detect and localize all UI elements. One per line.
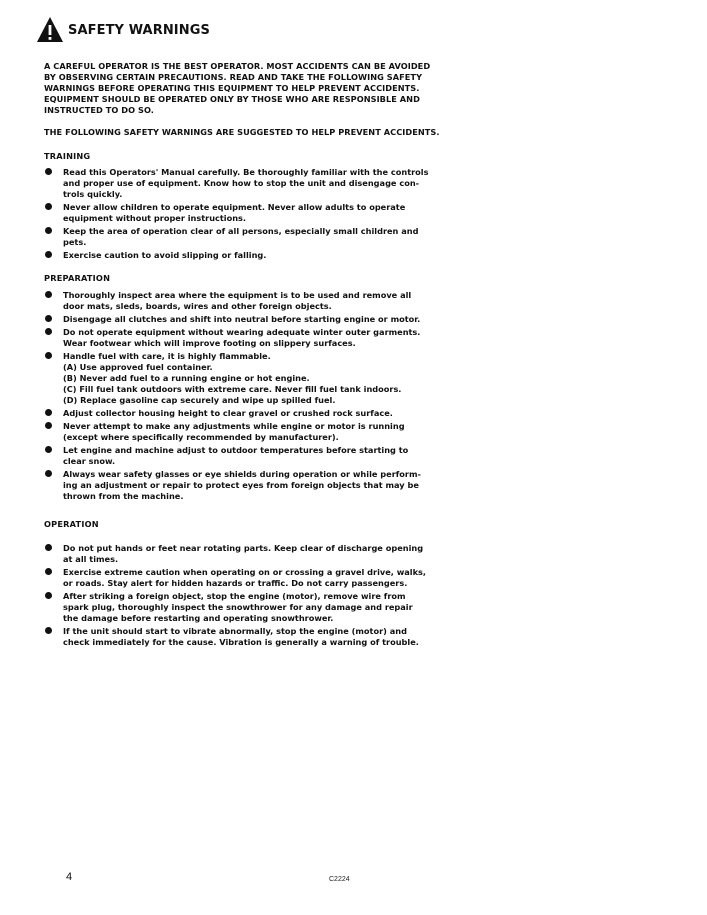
bullet-icon [45, 627, 52, 634]
section-heading-operation: OPERATION [44, 519, 99, 529]
list-item: Never allow children to operate equipment. Never allow adults to operate equipment without proper instructions. [44, 202, 449, 224]
bullet-icon [45, 409, 52, 416]
list-item: Exercise caution to avoid slipping or falling. [44, 250, 449, 261]
intro-line: INSTRUCTED TO DO SO. [44, 105, 154, 115]
list-item: Exercise extreme caution when operating on or crossing a gravel drive, walks, or roads. Stay alert for hidden hazards or traffic. Do not carry passengers. [44, 567, 449, 589]
list-item: Never attempt to make any adjustments while engine or motor is running (except where specifically recommended by manufacturer). [44, 421, 449, 443]
list-item: If the unit should start to vibrate abnormally, stop the engine (motor) and check immediately for the cause. Vibration is generally a warning of trouble. [44, 626, 449, 648]
list-item: Handle fuel with care, it is highly flammable. (A) Use approved fuel container. (B) Never add fuel to a running engine or hot engine. (C) Fill fuel tank outdoors with extreme care. Never fill fuel tank indoors. (D) Replace gasoline cap securely and wipe up spilled fuel. [44, 351, 449, 406]
training-list [44, 167, 449, 263]
section-heading-training: TRAINING [44, 151, 91, 161]
list-item: Read this Operators' Manual carefully. Be thoroughly familiar with the controls and proper use of equipment. Know how to stop the unit and disengage con- trols quickly. [44, 167, 449, 200]
list-item: Adjust collector housing height to clear gravel or crushed rock surface. [44, 408, 449, 419]
bullet-icon [45, 328, 52, 335]
intro-line: WARNINGS BEFORE OPERATING THIS EQUIPMENT TO HELP PREVENT ACCIDENTS. [44, 83, 420, 93]
bullet-icon [45, 168, 52, 175]
list-item: Thoroughly inspect area where the equipment is to be used and remove all door mats, sleds, boards, wires and other foreign objects. [44, 290, 449, 312]
bullet-icon [45, 352, 52, 359]
list-item: After striking a foreign object, stop the engine (motor), remove wire from spark plug, thoroughly inspect the snowthrower for any damage and repair the damage before restarting and operating snowthrower. [44, 591, 449, 624]
intro-line: BY OBSERVING CERTAIN PRECAUTIONS. READ AND TAKE THE FOLLOWING SAFETY [44, 72, 423, 82]
bullet-icon [45, 227, 52, 234]
list-item: Do not operate equipment without wearing adequate winter outer garments. Wear footwear which will improve footing on slippery surfaces. [44, 327, 449, 349]
title-row [36, 16, 210, 44]
bullet-icon [45, 422, 52, 429]
bullet-icon [45, 315, 52, 322]
operation-list [44, 543, 449, 650]
bullet-icon [45, 592, 52, 599]
bullet-icon [45, 446, 52, 453]
page-number: 4 [66, 871, 73, 883]
list-item: Do not put hands or feet near rotating parts. Keep clear of discharge opening at all times. [44, 543, 449, 565]
list-item: Always wear safety glasses or eye shields during operation or while perform- ing an adjustment or repair to protect eyes from foreign objects that may be thrown from the machine. [44, 469, 449, 502]
suggested-statement: THE FOLLOWING SAFETY WARNINGS ARE SUGGESTED TO HELP PREVENT ACCIDENTS. [44, 127, 440, 137]
warning-triangle-icon [36, 16, 64, 44]
section-heading-preparation: PREPARATION [44, 273, 111, 283]
page-title: SAFETY WARNINGS [68, 22, 210, 38]
document-code: C2224 [329, 876, 350, 883]
intro-paragraph [44, 61, 449, 116]
bullet-icon [45, 568, 52, 575]
list-item: Keep the area of operation clear of all persons, especially small children and pets. [44, 226, 449, 248]
bullet-icon [45, 470, 52, 477]
bullet-icon [45, 291, 52, 298]
list-item: Let engine and machine adjust to outdoor temperatures before starting to clear snow. [44, 445, 449, 467]
bullet-icon [45, 544, 52, 551]
intro-line: A CAREFUL OPERATOR IS THE BEST OPERATOR. MOST ACCIDENTS CAN BE AVOIDED [44, 61, 431, 71]
intro-line: EQUIPMENT SHOULD BE OPERATED ONLY BY THOSE WHO ARE RESPONSIBLE AND [44, 94, 420, 104]
preparation-list [44, 290, 449, 504]
list-item: Disengage all clutches and shift into neutral before starting engine or motor. [44, 314, 449, 325]
bullet-icon [45, 203, 52, 210]
bullet-icon [45, 251, 52, 258]
